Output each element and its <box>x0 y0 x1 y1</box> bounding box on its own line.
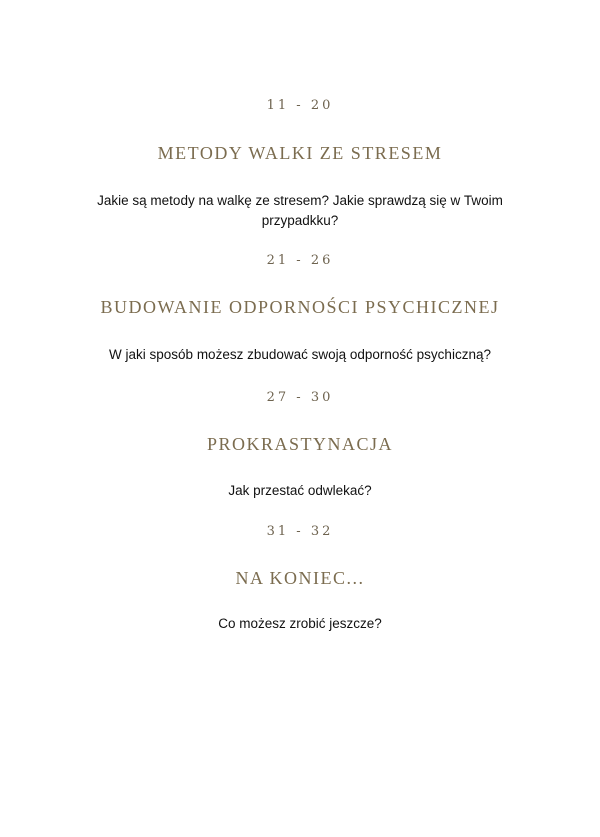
section-title: METODY WALKI ZE STRESEM <box>157 143 443 163</box>
section-description: Jak przestać odwlekać? <box>228 483 372 498</box>
section-description: W jaki sposób możesz zbudować swoją odporność psychiczną? <box>109 347 491 362</box>
section-title: NA KONIEC... <box>235 568 365 588</box>
section-title: PROKRASTYNACJA <box>206 434 394 454</box>
section-description: Jakie są metody na walkę ze stresem? Jakie sprawdzą się w Twoim przypadkku? <box>97 193 503 228</box>
page-range: 27 - 30 <box>266 390 334 405</box>
section-title: BUDOWANIE ODPORNOŚCI PSYCHICZNEJ <box>100 297 500 317</box>
section-description: Co możesz zrobić jeszcze? <box>218 616 382 631</box>
page-range: 31 - 32 <box>266 524 334 539</box>
page-range: 11 - 20 <box>266 98 334 113</box>
page-range: 21 - 26 <box>266 253 334 268</box>
